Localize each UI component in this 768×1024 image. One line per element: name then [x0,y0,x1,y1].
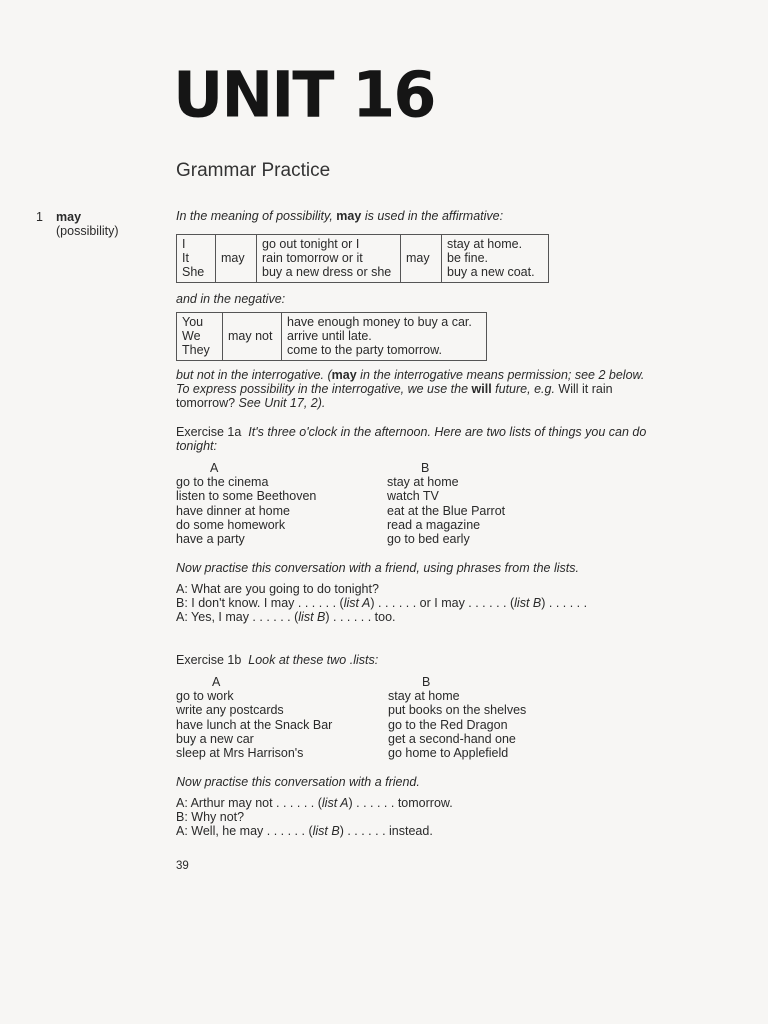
list-item: have a party [176,532,245,547]
exercise-1b-practice: Now practise this conversation with a friend. [176,775,420,789]
exercise-1b-list-b [388,675,526,760]
exercise-1a-instruction: It's three o'clock in the afternoon. Here are two lists of things you can do [248,425,647,439]
intro-post: is used in the affirmative: [364,209,504,223]
clauses-cell [257,235,401,283]
list-a-heading: A [210,461,219,475]
negative-intro: and in the negative: [176,292,286,306]
dialogue-line: B: Why not? [176,810,245,825]
exercise-1b-heading [176,653,378,667]
list-item: go to bed early [387,532,470,547]
exercise-1a-instruction-cont: tonight: [176,439,218,454]
exercise-1a-label: Exercise 1a [176,425,242,439]
exercise-1a-practice: Now practise this conversation with a friend, using phrases from the lists. [176,561,579,575]
point-meaning: (possibility) [56,224,119,238]
exercise-1b-label: Exercise 1b [176,653,242,667]
subject: They [182,343,210,358]
point-word: may [56,210,82,224]
list-item: do some homework [176,517,286,532]
ending: stay at home. [447,237,523,251]
list-a-heading: A [212,675,221,689]
subject: I [182,237,186,251]
negative-table [176,312,487,361]
subject: We [182,329,201,344]
exercise-1a-heading [176,425,736,453]
intro-line [176,209,503,223]
exercise-1a-list-b [387,461,505,546]
list-item: buy a new car [176,731,254,746]
point-number: 1 [36,210,43,224]
modal-cell: may [401,235,442,283]
clause: rain tomorrow or it [262,251,363,266]
list-item: go to the cinema [176,475,269,490]
modal-cell: may [216,235,257,283]
list-item: listen to some Beethoven [176,489,317,504]
list-item: stay at home [388,689,460,704]
list-item: get a second-hand one [388,731,516,746]
intro-pre: In the meaning of possibility, [176,209,333,223]
list-item: have dinner at home [176,503,290,518]
interrogative-note [176,368,736,411]
dialogue-line: A: Yes, I may . . . . . . (list B) . . . . . . too. [176,610,396,625]
endings-cell [442,235,549,283]
unit-title: UNIT 16 [173,57,435,132]
list-item: read a magazine [387,517,481,532]
exercise-1b-list-a [176,675,332,760]
subject: You [182,315,204,329]
clause: buy a new dress or she [262,265,392,280]
list-item: sleep at Mrs Harrison's [176,746,304,761]
subjects-cell [177,313,223,361]
list-item: watch TV [387,489,439,504]
exercise-1a-dialogue [176,582,587,625]
subjects-cell [177,235,216,283]
list-item: stay at home [387,475,459,490]
exercise-1b-instruction: Look at these two .lists: [248,653,379,667]
dialogue-line: A: Well, he may . . . . . . (list B) . . . . . . instead. [176,824,433,839]
intro-bold: may [336,209,362,223]
exercise-1a-list-a [176,461,316,546]
list-item: have lunch at the Snack Bar [176,717,333,732]
note-line-2: To express possibility in the interrogative, we use the will future, e.g. Will it rain [176,382,613,397]
clause: come to the party tomorrow. [287,343,442,358]
note-line-1: but not in the interrogative. (may in the interrogative means permission; see 2 below. [176,368,645,382]
subject: It [182,251,189,266]
affirmative-table [176,234,549,283]
list-item: go home to Applefield [388,746,509,761]
subject: She [182,265,205,280]
clause: have enough money to buy a car. [287,315,472,329]
ending: be fine. [447,251,489,266]
list-item: put books on the shelves [388,703,527,718]
list-b-heading: B [422,675,431,689]
dialogue-line: A: What are you going to do tonight? [176,582,379,596]
clause: go out tonight or I [262,237,360,251]
clause: arrive until late. [287,329,372,344]
list-item: go to work [176,689,234,704]
exercise-1b-dialogue [176,796,453,839]
ending: buy a new coat. [447,265,535,280]
clauses-cell [282,313,487,361]
list-item: eat at the Blue Parrot [387,503,506,518]
page-number: 39 [176,860,189,872]
list-item: write any postcards [176,703,284,718]
dialogue-line: A: Arthur may not . . . . . . (list A) . . . . . . tomorrow. [176,796,453,810]
modal-cell: may not [223,313,282,361]
list-item: go to the Red Dragon [388,717,508,732]
dialogue-line: B: I don't know. I may . . . . . . (list A) . . . . . . or I may . . . . . . (list B) . . . . . . [176,596,588,611]
section-title: Grammar Practice [176,160,331,181]
note-line-3: tomorrow? See Unit 17, 2). [176,396,326,411]
list-b-heading: B [421,461,430,475]
